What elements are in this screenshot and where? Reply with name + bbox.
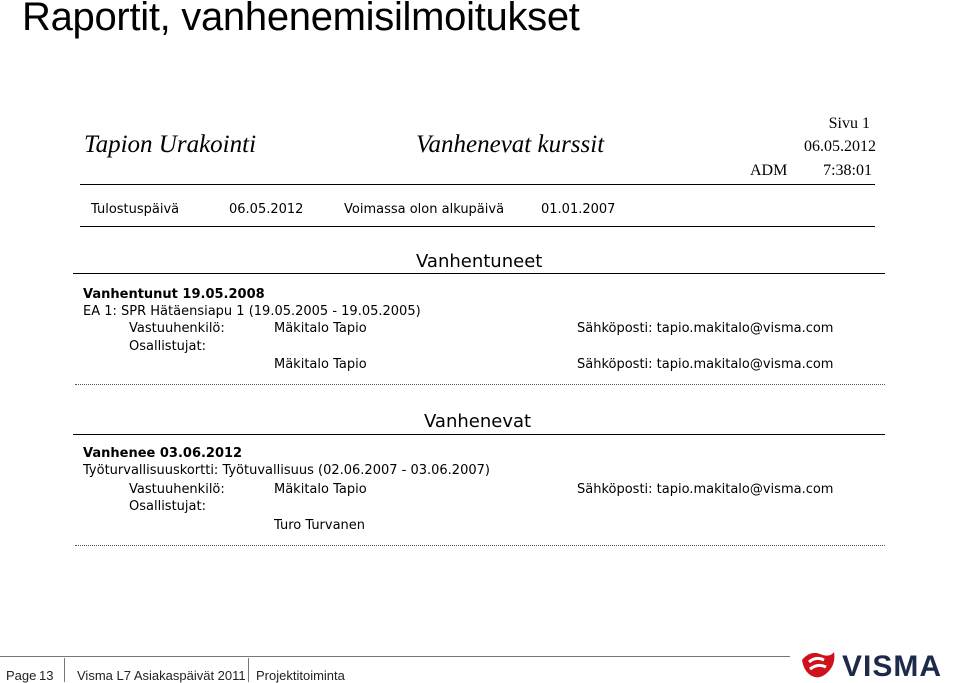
footer-page-label: Page (6, 668, 37, 683)
footer-topic: Projektitoiminta (256, 668, 345, 683)
footer-page-number: 13 (39, 668, 54, 683)
expired-course: EA 1: SPR Hätäensiapu 1 (19.05.2005 - 19.05.2005) (83, 304, 421, 319)
report-company: Tapion Urakointi (84, 131, 257, 158)
valid-from-value: 01.01.2007 (541, 202, 616, 217)
print-date-value: 06.05.2012 (229, 202, 304, 217)
footer-event: Visma L7 Asiakaspäivät 2011 (77, 668, 246, 683)
expiring-dotted-divider (75, 545, 885, 546)
report-name: Vanhenevat kurssit (416, 131, 605, 158)
report-page-label: Sivu 1 (828, 115, 870, 132)
section-rule-expired (73, 273, 885, 274)
expired-responsible-label: Vastuuhenkilö: (129, 321, 225, 336)
expired-status: Vanhentunut 19.05.2008 (83, 287, 265, 302)
expired-responsible-email[interactable]: Sähköposti: tapio.makitalo@visma.com (577, 321, 834, 336)
expired-responsible-name: Mäkitalo Tapio (274, 321, 367, 336)
valid-from-label: Voimassa olon alkupäivä (344, 202, 505, 217)
slide-title: Raportit, vanhenemisilmoitukset (22, 0, 580, 39)
visma-logo (800, 646, 958, 682)
section-rule-expiring (73, 434, 885, 435)
expiring-status: Vanhenee 03.06.2012 (83, 446, 243, 461)
footer-separator (248, 658, 249, 682)
footer-rule (0, 656, 790, 657)
report-time: 7:38:01 (823, 162, 872, 179)
expired-participants-label: Osallistujat: (129, 339, 206, 354)
visma-logo-mark-icon (802, 652, 834, 677)
report-user: ADM (750, 162, 788, 179)
section-title-expiring: Vanhenevat (424, 411, 532, 432)
expiring-participant-name: Turo Turvanen (274, 518, 366, 533)
report-header-rule (80, 184, 875, 185)
expiring-responsible-label: Vastuuhenkilö: (129, 482, 225, 497)
expiring-responsible-name: Mäkitalo Tapio (274, 482, 367, 497)
expired-participant-email[interactable]: Sähköposti: tapio.makitalo@visma.com (577, 357, 834, 372)
report-date: 06.05.2012 (804, 138, 876, 155)
footer-separator (64, 658, 65, 682)
expiring-course: Työturvallisuuskortti: Työtuvallisuus (02.06.2007 - 03.06.2007) (83, 463, 490, 478)
expiring-participants-label: Osallistujat: (129, 499, 206, 514)
section-title-expired: Vanhentuneet (416, 251, 543, 272)
expired-dotted-divider (75, 384, 885, 385)
print-date-label: Tulostuspäivä (91, 202, 180, 217)
expired-participant-name: Mäkitalo Tapio (274, 357, 367, 372)
visma-logo-text: VISMA (842, 650, 943, 682)
report-params-rule (80, 226, 875, 227)
expiring-responsible-email[interactable]: Sähköposti: tapio.makitalo@visma.com (577, 482, 834, 497)
